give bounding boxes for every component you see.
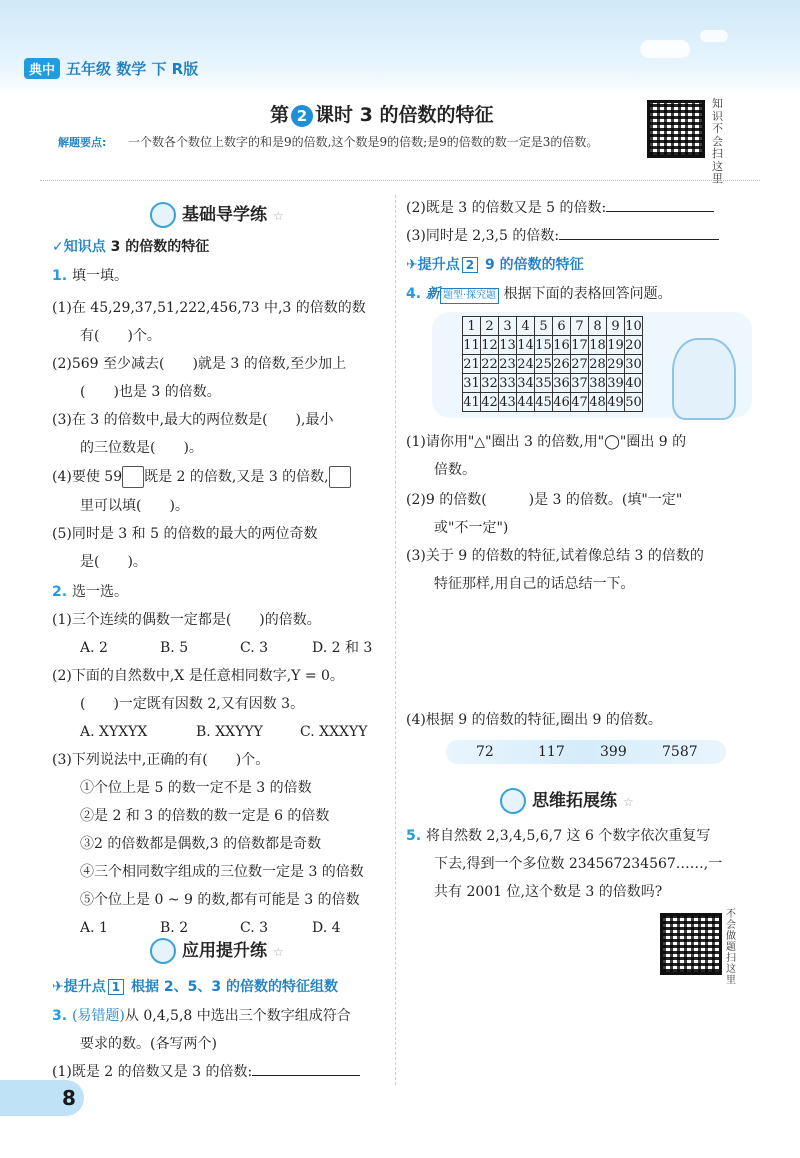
circle-icon: ◯ (604, 434, 620, 450)
q3-1-text: (1)既是 2 的倍数又是 3 的倍数: (52, 1064, 253, 1080)
q2-2-option: C. XXXYY (300, 724, 368, 740)
grid-cell[interactable]: 46 (553, 394, 570, 410)
grid-cell[interactable]: 45 (535, 394, 552, 410)
triangle-icon: △ (474, 434, 486, 450)
q2-3-statement: ②是 2 和 3 的倍数的数一定是 6 的倍数 (80, 808, 330, 824)
question-1-title: 1. 填一填。 (52, 268, 128, 284)
q2-3: (3)下列说法中,正确的有( )个。 (52, 752, 270, 768)
grid-cell[interactable]: 6 (553, 317, 571, 336)
grid-cell[interactable]: 19 (607, 337, 624, 353)
section-title: 应用提升练 (182, 941, 267, 961)
q2-3-statement: ⑤个位上是 0 ~ 9 的数,都有可能是 3 的倍数 (80, 892, 360, 908)
grid-cell[interactable]: 32 (481, 375, 498, 391)
question-5-line1: 5. 将自然数 2,3,4,5,6,7 这 6 个数字依次重复写 (406, 828, 711, 844)
q1-1-line1: (1)在 45,29,37,51,222,456,73 中,3 的倍数的数 (52, 300, 366, 316)
grid-cell[interactable]: 26 (553, 356, 570, 372)
section-heading (500, 786, 634, 814)
candidate-number[interactable]: 399 (600, 744, 627, 760)
question-text: 从 0,4,5,8 中选出三个数字组成符合 (124, 1008, 351, 1024)
kp-label: 提升点 (63, 979, 106, 995)
q2-1-option: C. 3 (240, 640, 269, 656)
grid-cell[interactable]: 25 (535, 356, 552, 372)
grid-cell[interactable]: 43 (499, 394, 516, 410)
header-divider (40, 180, 760, 181)
q2-2-option: B. XXYYY (196, 724, 263, 740)
improvement-point (52, 976, 338, 996)
lesson-title (270, 100, 493, 127)
q3-2 (406, 198, 714, 218)
q2-2-line2: ( )一定既有因数 2,又有因数 3。 (80, 696, 305, 712)
q2-1-option: B. 5 (160, 640, 189, 656)
cloud-decoration (640, 40, 690, 58)
q4-4: (4)根据 9 的倍数的特征,圈出 9 的倍数。 (406, 712, 662, 728)
grid-cell[interactable]: 35 (535, 375, 552, 391)
q3-2-text: (2)既是 3 的倍数又是 5 的倍数: (406, 200, 607, 216)
grid-cell[interactable]: 7 (571, 317, 589, 336)
q2-3-statement: ③2 的倍数都是偶数,3 的倍数都是奇数 (80, 836, 322, 852)
question-3-line1: 3. (易错题)从 0,4,5,8 中选出三个数字组成符合 (52, 1008, 351, 1024)
grid-row (463, 374, 643, 393)
grid-cell[interactable]: 14 (517, 337, 534, 353)
mascot-icon (150, 202, 176, 228)
cloud-decoration (700, 30, 728, 42)
grid-cell[interactable]: 39 (607, 375, 624, 391)
grid-cell[interactable]: 21 (463, 356, 480, 372)
question-2-title: 2. 选一选。 (52, 584, 128, 600)
q2-1: (1)三个连续的偶数一定都是( )的倍数。 (52, 612, 321, 628)
brand-logo: 典中 (24, 58, 60, 79)
grid-cell[interactable]: 16 (553, 337, 570, 353)
kp-label: 知识点 (63, 239, 106, 255)
grid-cell[interactable]: 24 (517, 356, 534, 372)
grid-cell[interactable]: 49 (607, 394, 624, 410)
question-3-line2: 要求的数。(各写两个) (80, 1036, 217, 1052)
grid-row (463, 317, 643, 336)
q2-3-option: C. 3 (240, 920, 269, 936)
grid-cell[interactable]: 41 (463, 394, 480, 410)
grid-cell[interactable]: 44 (517, 394, 534, 410)
rocket-icon: ✈ (406, 257, 418, 273)
q1-3-line2: 的三位数是( )。 (80, 440, 203, 456)
candidate-number[interactable]: 72 (476, 744, 494, 760)
grid-row (463, 393, 643, 412)
grid-cell[interactable]: 29 (607, 356, 624, 372)
question-number: 2 (52, 584, 62, 600)
star-icon: ☆ (273, 209, 284, 223)
section-title: 思维拓展练 (532, 791, 617, 811)
section-title: 基础导学练 (182, 205, 267, 225)
q4-1-line2: 倍数。 (434, 462, 476, 478)
grid-cell[interactable]: 50 (625, 394, 642, 410)
grid-cell[interactable]: 10 (625, 318, 642, 334)
q1-1-line2: 有( )个。 (80, 328, 161, 344)
grid-cell[interactable]: 23 (499, 356, 516, 372)
q4-3-line1: (3)关于 9 的倍数的特征,试着像总结 3 的倍数的 (406, 548, 704, 564)
candidate-number[interactable]: 117 (538, 744, 565, 760)
kp-text: 9 的倍数的特征 (484, 257, 584, 273)
new-badge: 新 (425, 286, 440, 302)
q2-3-option: D. 4 (312, 920, 341, 936)
q4-1-mid: "圈出 3 的倍数,用" (485, 434, 605, 450)
grid-cell[interactable]: 22 (481, 356, 498, 372)
grid-cell[interactable]: 9 (607, 317, 625, 336)
q4-1-pre: (1)请你用" (406, 434, 475, 450)
grid-cell[interactable]: 47 (571, 394, 588, 410)
grid-cell[interactable]: 1 (463, 317, 481, 336)
grid-cell[interactable]: 31 (463, 375, 480, 391)
grid-cell[interactable]: 3 (499, 317, 517, 336)
question-5-line3: 共有 2001 位,这个数是 3 的倍数吗? (434, 884, 663, 900)
grid-row (463, 336, 643, 355)
section-heading (150, 936, 284, 964)
q1-4-pre: (4)要使 59 (52, 469, 123, 485)
grid-cell[interactable]: 5 (535, 317, 553, 336)
grid-cell[interactable]: 48 (589, 394, 606, 410)
question-text: 选一选。 (71, 584, 128, 600)
kp-tag: 2 (462, 257, 478, 273)
grid-cell[interactable]: 37 (571, 375, 588, 391)
q4-2-line2: 或"不一定") (434, 520, 509, 536)
question-text: 根据下面的表格回答问题。 (503, 286, 672, 302)
grid-cell[interactable]: 20 (625, 337, 642, 353)
grid-cell[interactable]: 40 (625, 375, 642, 391)
column-divider (395, 195, 396, 1085)
grid-cell[interactable]: 34 (517, 375, 534, 391)
star-icon: ☆ (273, 945, 284, 959)
q4-3-line2: 特征那样,用自己的话总结一下。 (434, 576, 635, 592)
grid-cell[interactable]: 11 (463, 337, 480, 353)
lesson-number: 2 (291, 105, 313, 127)
check-icon: ✓ (52, 239, 64, 255)
grid-cell[interactable]: 28 (589, 356, 606, 372)
q1-5-line2: 是( )。 (80, 554, 147, 570)
grid-cell[interactable]: 36 (553, 375, 570, 391)
kp-text: 根据 2、5、3 的倍数的特征组数 (130, 979, 338, 995)
q1-4-line2: 里可以填( )。 (80, 498, 189, 514)
grid-cell[interactable]: 13 (499, 337, 516, 353)
question-text: 将自然数 2,3,4,5,6,7 这 6 个数字依次重复写 (425, 828, 711, 844)
kp-text: 3 的倍数的特征 (110, 239, 210, 255)
answer-box[interactable] (122, 466, 144, 488)
qr-note: 不会做题扫这里 (726, 909, 736, 986)
q1-3-line1: (3)在 3 的倍数中,最大的两位数是( ),最小 (52, 412, 334, 428)
qr-code-icon[interactable] (660, 913, 722, 975)
star-icon: ☆ (623, 795, 634, 809)
q2-2-line1: (2)下面的自然数中,X 是任意相同数字,Y = 0。 (52, 668, 344, 684)
grid-cell[interactable]: 15 (535, 337, 552, 353)
q2-3-statement: ①个位上是 5 的数一定不是 3 的倍数 (80, 780, 312, 796)
kp-label: 提升点 (417, 257, 460, 273)
q2-2-option: A. XYXYX (80, 724, 148, 740)
question-4-title: 4. 新 题型·探究题 根据下面的表格回答问题。 (406, 286, 672, 302)
qr-code-icon[interactable] (647, 100, 705, 158)
grid-cell[interactable]: 17 (571, 337, 588, 353)
question-number: 4 (406, 286, 416, 302)
question-text: 填一填。 (71, 268, 128, 284)
q2-1-option: D. 2 和 3 (312, 640, 373, 656)
answer-box[interactable] (329, 466, 351, 488)
q1-2-line1: (2)569 至少减去( )就是 3 的倍数,至少加上 (52, 356, 347, 372)
answer-line[interactable] (252, 1075, 360, 1076)
tip-label: 解题要点: (58, 136, 107, 149)
number-grid (462, 316, 643, 412)
q3-3-text: (3)同时是 2,3,5 的倍数: (406, 228, 560, 244)
q4-2-line1: (2)9 的倍数( )是 3 的倍数。(填"一定" (406, 492, 683, 508)
grid-cell[interactable]: 27 (571, 356, 588, 372)
brand (24, 58, 198, 79)
knowledge-point (52, 236, 209, 256)
grid-cell[interactable]: 8 (589, 317, 607, 336)
question-number: 1 (52, 268, 62, 284)
tip-text: 一个数各个数位上数字的和是9的倍数,这个数是9的倍数;是9的倍数的数一定是3的倍数。 (128, 135, 599, 149)
q1-4-post: 既是 2 的倍数,又是 3 的倍数, (144, 469, 329, 485)
q3-1 (52, 1062, 360, 1082)
error-prone-tag: (易错题) (71, 1008, 125, 1024)
title-pre: 第 (270, 104, 290, 126)
q1-2-line2: ( )也是 3 的倍数。 (80, 384, 221, 400)
q1-4-line1 (52, 466, 351, 488)
q2-3-option: A. 1 (80, 920, 108, 936)
q4-1-line1 (406, 432, 686, 452)
girl-illustration (672, 338, 736, 420)
grid-cell[interactable]: 33 (499, 375, 516, 391)
title-text: 课时 3 的倍数的特征 (315, 104, 494, 126)
kp-tag: 1 (108, 979, 124, 995)
q2-3-statement: ④三个相同数字组成的三位数一定是 3 的倍数 (80, 864, 364, 880)
qr-note: 知识不会扫这里 (712, 97, 723, 185)
number-table (462, 316, 643, 412)
answer-line[interactable] (559, 239, 719, 240)
grid-cell[interactable]: 18 (589, 337, 606, 353)
q1-5-line1: (5)同时是 3 和 5 的倍数的最大的两位奇数 (52, 526, 318, 542)
improvement-point (406, 254, 584, 274)
grid-cell[interactable]: 2 (481, 317, 499, 336)
mascot-icon (500, 788, 526, 814)
q3-3 (406, 226, 719, 246)
question-5-line2: 下去,得到一个多位数 234567234567……,一 (434, 856, 723, 872)
grid-cell[interactable]: 42 (481, 394, 498, 410)
page-number: 8 (62, 1086, 76, 1110)
grid-cell[interactable]: 38 (589, 375, 606, 391)
grid-row (463, 355, 643, 374)
brand-text: 五年级 数学 下 R版 (66, 60, 199, 78)
rocket-icon: ✈ (52, 979, 64, 995)
question-number: 3 (52, 1008, 62, 1024)
question-type-tag: 题型·探究题 (440, 288, 499, 304)
grid-cell[interactable]: 12 (481, 337, 498, 353)
answer-line[interactable] (606, 211, 714, 212)
q4-1-post: "圈出 9 的 (619, 434, 687, 450)
section-heading (150, 200, 284, 228)
question-number: 5 (406, 828, 416, 844)
q2-3-option: B. 2 (160, 920, 189, 936)
mascot-icon (150, 938, 176, 964)
grid-cell[interactable]: 30 (625, 356, 642, 372)
grid-cell[interactable]: 4 (517, 317, 535, 336)
q2-1-option: A. 2 (80, 640, 108, 656)
candidate-number[interactable]: 7587 (662, 744, 698, 760)
